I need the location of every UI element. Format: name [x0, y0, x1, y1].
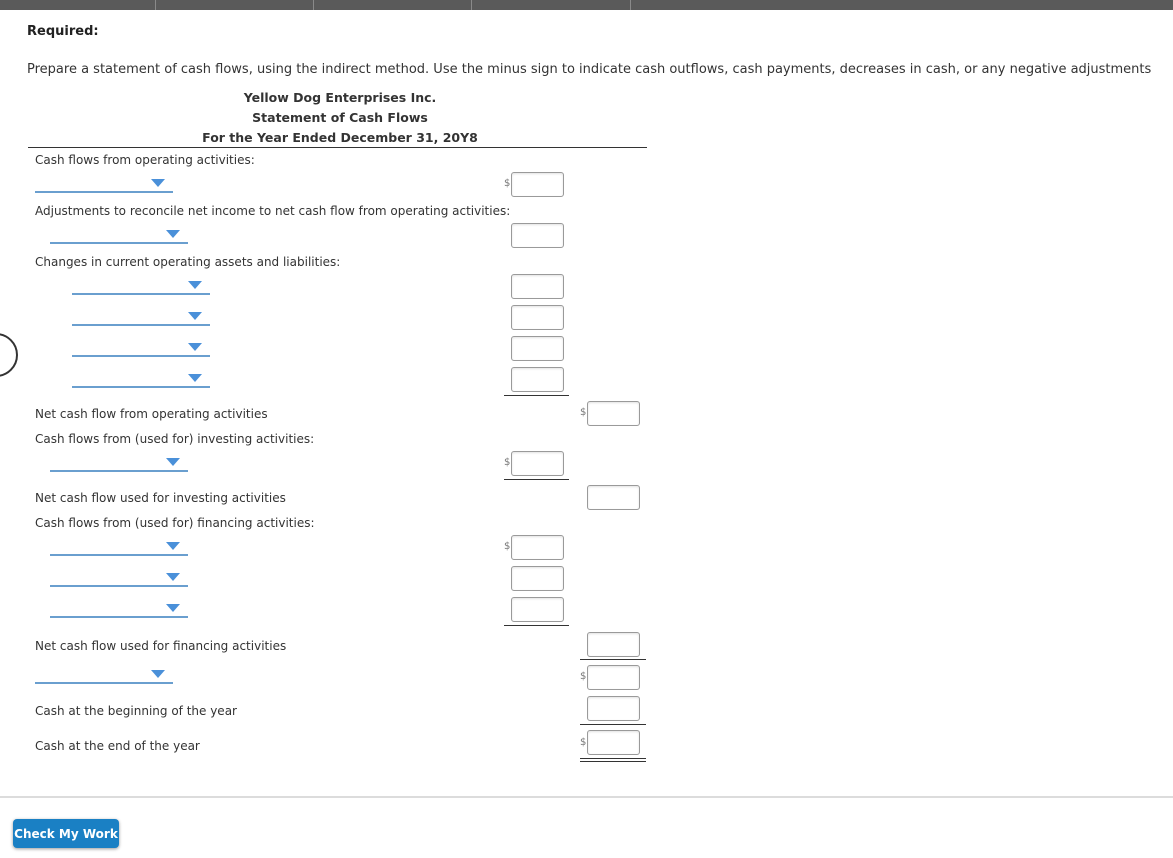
investing-label: Cash flows from (used for) investing activities: [35, 432, 315, 446]
chevron-down-icon [166, 573, 180, 581]
adjustment-input[interactable] [511, 223, 564, 248]
financing-input-2[interactable] [511, 566, 564, 591]
financing-input-3[interactable] [511, 597, 564, 622]
chevron-down-icon [188, 343, 202, 351]
cash-end-input[interactable] [587, 730, 640, 755]
company-name: Yellow Dog Enterprises Inc. [243, 90, 437, 105]
statement-title: Statement of Cash Flows [252, 110, 428, 125]
change-select-3[interactable] [72, 339, 210, 357]
subtotal-rule [504, 395, 569, 396]
dollar-sign: $ [580, 737, 587, 748]
net-operating-label: Net cash flow from operating activities [35, 407, 268, 421]
chevron-down-icon [166, 458, 180, 466]
adjustment-select[interactable] [50, 226, 188, 244]
net-operating-input[interactable] [587, 401, 640, 426]
chevron-down-icon [166, 542, 180, 550]
double-rule [580, 758, 646, 762]
net-investing-input[interactable] [587, 485, 640, 510]
subtotal-rule [504, 625, 569, 626]
net-income-input[interactable] [511, 172, 564, 197]
top-toolbar [0, 0, 1173, 10]
scroll-circle-indicator [0, 333, 18, 377]
change-input-3[interactable] [511, 336, 564, 361]
financing-select-3[interactable] [50, 600, 188, 618]
financing-label: Cash flows from (used for) financing activities: [35, 516, 315, 530]
check-my-work-button[interactable]: Check My Work [13, 819, 119, 848]
net-financing-input[interactable] [587, 632, 640, 657]
financing-select-2[interactable] [50, 569, 188, 587]
financing-select-1[interactable] [50, 538, 188, 556]
operating-label: Cash flows from operating activities: [35, 153, 255, 167]
subtotal-rule [504, 479, 569, 480]
dollar-sign: $ [504, 541, 511, 552]
changes-label: Changes in current operating assets and liabilities: [35, 255, 341, 269]
total-rule [580, 659, 646, 660]
financing-input-1[interactable] [511, 535, 564, 560]
investing-input[interactable] [511, 451, 564, 476]
change-input-4[interactable] [511, 367, 564, 392]
change-select-1[interactable] [72, 277, 210, 295]
footer-divider [0, 796, 1173, 798]
change-select-2[interactable] [72, 308, 210, 326]
net-financing-label: Net cash flow used for financing activities [35, 639, 287, 653]
chevron-down-icon [188, 312, 202, 320]
instructions-text: Prepare a statement of cash flows, using the indirect method. Use the minus sign to indicate cash outflows, cash payments, decreases in cash, or any negative adjustments [27, 62, 1152, 77]
change-input-2[interactable] [511, 305, 564, 330]
cash-end-label: Cash at the end of the year [35, 739, 200, 753]
dollar-sign: $ [504, 178, 511, 189]
chevron-down-icon [151, 179, 165, 187]
dollar-sign: $ [580, 671, 587, 682]
required-heading: Required: [27, 24, 99, 39]
investing-select[interactable] [50, 454, 188, 472]
change-select-4[interactable] [72, 370, 210, 388]
cash-begin-label: Cash at the beginning of the year [35, 704, 237, 718]
chevron-down-icon [188, 374, 202, 382]
total-rule [580, 724, 646, 725]
dollar-sign: $ [504, 457, 511, 468]
cash-begin-input[interactable] [587, 696, 640, 721]
net-investing-label: Net cash flow used for investing activities [35, 491, 286, 505]
statement-period: For the Year Ended December 31, 20Y8 [202, 130, 478, 145]
chevron-down-icon [166, 230, 180, 238]
net-change-select[interactable] [35, 666, 173, 684]
operating-select[interactable] [35, 175, 173, 193]
chevron-down-icon [188, 281, 202, 289]
change-input-1[interactable] [511, 274, 564, 299]
chevron-down-icon [151, 670, 165, 678]
net-change-input[interactable] [587, 665, 640, 690]
dollar-sign: $ [580, 407, 587, 418]
chevron-down-icon [166, 604, 180, 612]
adjustments-label: Adjustments to reconcile net income to net cash flow from operating activities: [35, 204, 511, 218]
header-rule [28, 147, 647, 148]
